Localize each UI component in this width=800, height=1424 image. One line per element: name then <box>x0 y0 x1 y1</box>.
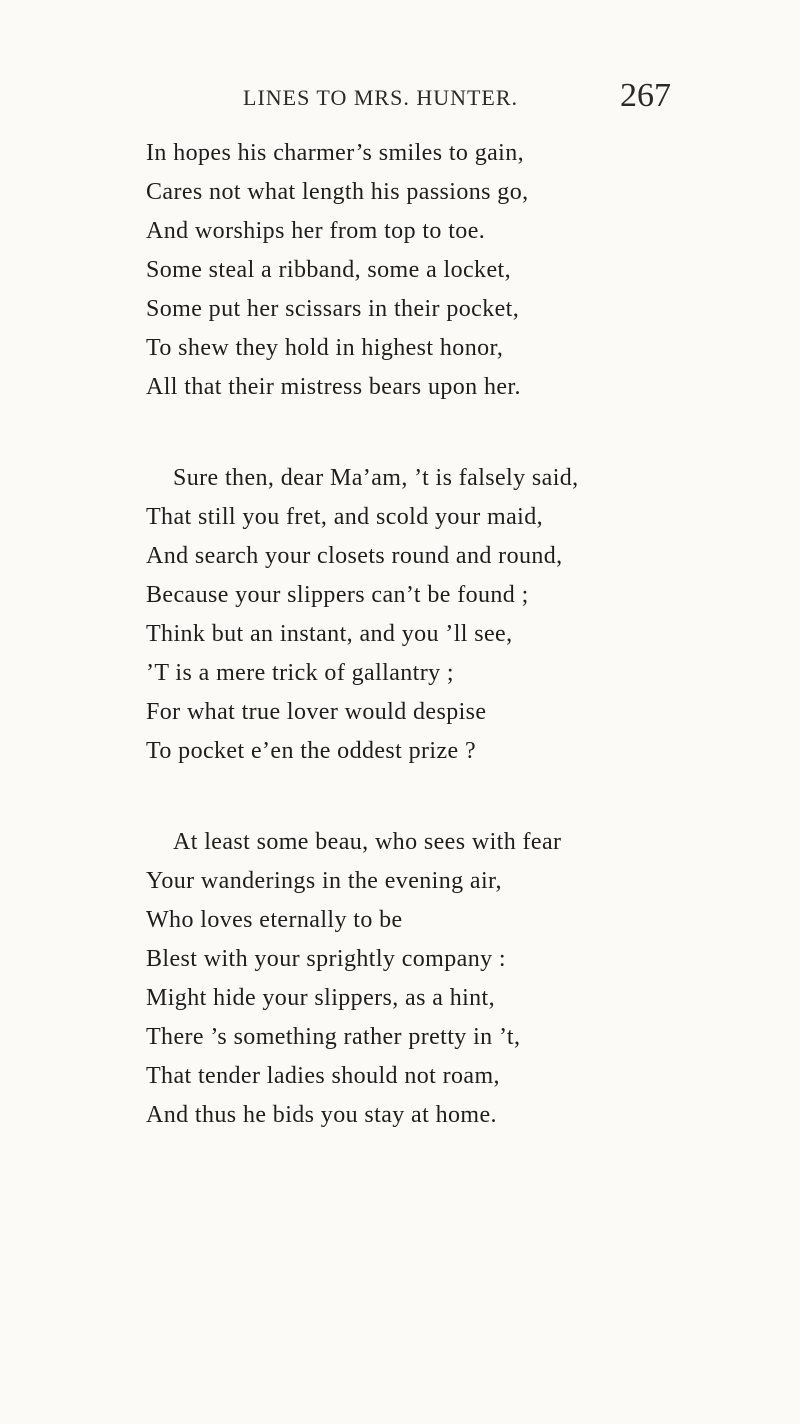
poem-line: All that their mistress bears upon her. <box>146 374 521 400</box>
poem-line: That tender ladies should not roam, <box>146 1063 500 1089</box>
poem-line: Sure then, dear Ma’am, ’t is falsely said, <box>173 465 579 491</box>
poem-line: That still you fret, and scold your maid, <box>146 504 543 530</box>
poem-line: And search your closets round and round, <box>146 543 563 569</box>
poem-line: Your wanderings in the evening air, <box>146 868 502 894</box>
poem-line: Might hide your slippers, as a hint, <box>146 985 496 1011</box>
running-head <box>0 77 800 116</box>
poem-line: Think but an instant, and you ’ll see, <box>146 621 513 647</box>
poem-line: And thus he bids you stay at home. <box>146 1102 497 1128</box>
stanza-2 <box>0 459 800 771</box>
poem-line: Cares not what length his passions go, <box>146 179 529 205</box>
page-number: 267 <box>620 77 671 114</box>
poem-line: To shew they hold in highest honor, <box>146 335 504 361</box>
poem-line: There ’s something rather pretty in ’t, <box>146 1024 521 1050</box>
poem-line: Who loves eternally to be <box>146 907 403 933</box>
poem-line: Blest with your sprightly company : <box>146 946 506 972</box>
poem-line: For what true lover would despise <box>146 699 487 725</box>
poem-line: To pocket e’en the oddest prize ? <box>146 738 477 764</box>
poem-line: In hopes his charmer’s smiles to gain, <box>146 140 525 166</box>
poem-line: Some put her scissars in their pocket, <box>146 296 520 322</box>
poem-line: Some steal a ribband, some a locket, <box>146 257 511 283</box>
stanza-1 <box>0 134 800 407</box>
poem-body <box>0 134 800 1187</box>
running-title: LINES TO MRS. HUNTER. <box>243 85 519 110</box>
poem-line: ’T is a mere trick of gallantry ; <box>146 660 454 686</box>
poem-line: At least some beau, who sees with fear <box>173 829 562 855</box>
poem-line: And worships her from top to toe. <box>146 218 486 244</box>
stanza-3 <box>0 823 800 1135</box>
poem-line: Because your slippers can’t be found ; <box>146 582 529 608</box>
